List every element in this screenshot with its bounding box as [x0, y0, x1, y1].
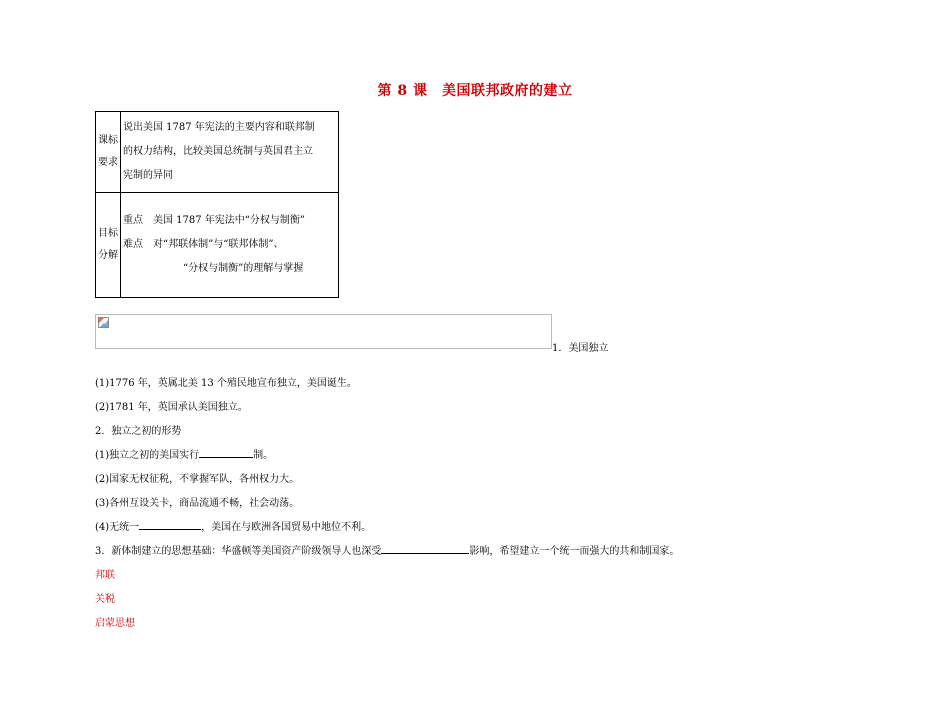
- label-line: 要求: [98, 157, 118, 168]
- content-line: 说出美国 1787 年宪法的主要内容和联邦制: [123, 122, 315, 133]
- text-fragment: (1)独立之初的美国实行: [95, 450, 200, 461]
- section-1-heading: 1．美国独立: [552, 343, 609, 354]
- content-line: 重点 美国 1787 年宪法中“分权与制衡”: [123, 215, 306, 226]
- fill-blank[interactable]: [381, 542, 469, 554]
- row-label-requirements: [96, 112, 121, 193]
- section-2-heading: 2．独立之初的形势: [95, 426, 182, 437]
- page-title: 第 8 课 美国联邦政府的建立: [377, 83, 573, 99]
- requirements-content: [121, 112, 339, 193]
- answer-3: 启蒙思想: [95, 618, 135, 629]
- section-1-item-2: (2)1781 年，英国承认美国独立。: [95, 402, 248, 413]
- text-fragment: 影响，希望建立一个统一而强大的共和制国家。: [469, 546, 680, 557]
- label-line: 目标: [98, 228, 118, 239]
- label-line: 课标: [98, 135, 118, 146]
- text-fragment: 3．新体制建立的思想基础：华盛顿等美国资产阶级领导人也深受: [95, 546, 382, 557]
- image-placeholder: [95, 314, 552, 349]
- goals-content: [121, 193, 339, 298]
- table-row: [96, 112, 339, 193]
- section-2-item-1: [95, 446, 273, 461]
- table-row: [96, 193, 339, 298]
- section-1-item-1: (1)1776 年，英属北美 13 个殖民地宣布独立，美国诞生。: [95, 378, 357, 389]
- content-line: 宪制的异同: [123, 170, 173, 181]
- fill-blank[interactable]: [199, 446, 253, 458]
- curriculum-table: [95, 111, 339, 298]
- content-line: 难点 对“邦联体制”与“联邦体制”、: [123, 239, 284, 250]
- content-line: “分权与制衡”的理解与掌握: [183, 263, 304, 274]
- fill-blank[interactable]: [139, 518, 201, 530]
- broken-image-icon: [98, 317, 109, 328]
- text-fragment: (4)无统一: [95, 522, 140, 533]
- answer-2: 关税: [95, 594, 115, 605]
- section-2-item-3: (3)各州互设关卡，商品流通不畅，社会动荡。: [95, 498, 300, 509]
- text-fragment: 制。: [253, 450, 274, 461]
- answer-1: 邦联: [95, 570, 115, 581]
- section-2-item-2: (2)国家无权征税，不掌握军队，各州权力大。: [95, 474, 300, 485]
- section-2-item-4: [95, 518, 371, 533]
- content-line: 的权力结构，比较美国总统制与英国君主立: [123, 146, 313, 157]
- text-fragment: ，美国在与欧洲各国贸易中地位不利。: [201, 522, 372, 533]
- label-line: 分解: [98, 250, 118, 261]
- section-3: [95, 542, 679, 557]
- row-label-goals: [96, 193, 121, 298]
